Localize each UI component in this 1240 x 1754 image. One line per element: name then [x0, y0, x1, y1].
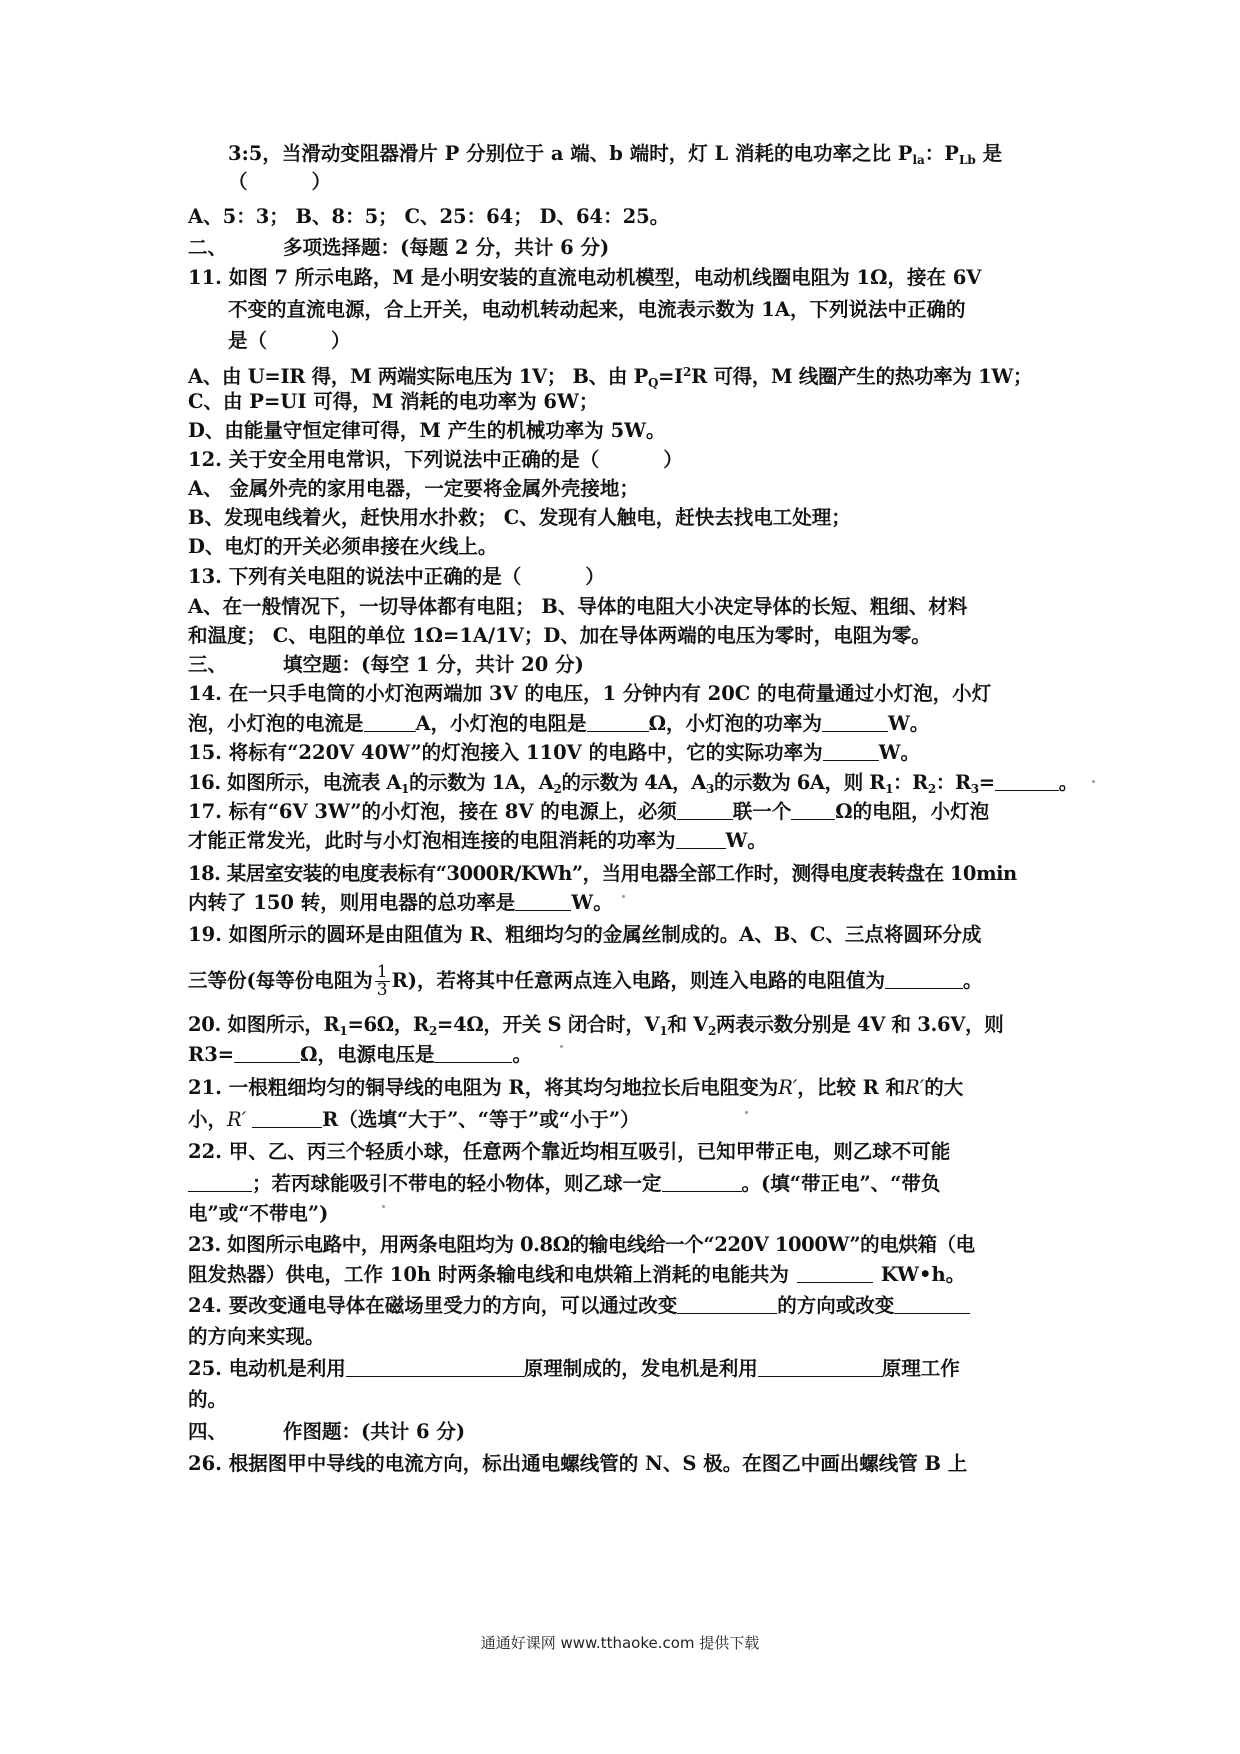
- section-number: 二、: [188, 236, 228, 259]
- q24-line2: 的方向来实现。: [188, 1325, 325, 1348]
- q21-line1: [188, 1071, 1068, 1105]
- superscript: 2: [683, 365, 692, 379]
- q20-text: 和 V: [667, 1013, 708, 1036]
- subscript: 3: [706, 782, 714, 796]
- paren: （: [228, 170, 248, 193]
- q21-text: ，比较 R 和: [797, 1076, 906, 1099]
- q12-option-d: D、电灯的开关必须串接在火线上。: [188, 535, 498, 558]
- q11-option-d: D、由能量守恒定律可得，M 产生的机械功率为 5W。: [188, 419, 666, 442]
- q24-text: 的方向或改变: [777, 1294, 895, 1317]
- q20-text: 。: [512, 1043, 532, 1066]
- q17-text: 联一个: [732, 800, 792, 823]
- q12-option-a: A、 金属外壳的家用电器，一定要将金属外壳接地；: [188, 477, 639, 500]
- q12-text: 12. 关于安全用电常识，下列说法中正确的是（: [188, 448, 600, 471]
- q10-text: ：P: [924, 142, 959, 165]
- fraction-numerator: 1: [376, 962, 388, 982]
- q19-line2: [188, 958, 1068, 1004]
- q11-text: 是（: [228, 329, 268, 352]
- q23-line1: 23. 如图所示电路中，用两条电阻均为 0.8Ω的输电线给一个“220V 1000W”的电烘箱（电: [188, 1233, 975, 1256]
- q11-text: A、由 U=IR 得，M 两端实际电压为 1V； B、由 P: [188, 365, 648, 388]
- fill-blank[interactable]: [234, 1040, 300, 1063]
- q20-text: Ω，电源电压是: [300, 1043, 435, 1066]
- q22-text: 。(填“带正电”、“带负: [741, 1172, 941, 1195]
- q18-text: 内转了 150 转，则用电器的总功率是: [188, 891, 516, 914]
- q11-text: R 可得，M 线圈产生的热功率为 1W；: [691, 365, 1033, 388]
- q19-text: 三等份(每等份电阻为: [188, 969, 373, 992]
- q14-text: W。: [888, 712, 930, 735]
- q12-option-bc: B、发现电线着火，赶快用水扑救； C、发现有人触电，赶快去找电工处理；: [188, 506, 851, 529]
- scan-speck: [1092, 780, 1095, 783]
- r-prime-symbol: R′: [227, 1108, 247, 1131]
- q13-option-cd: 和温度； C、电阻的单位 1Ω=1A/1V；D、加在导体两端的电压为零时，电阻为零。: [188, 624, 931, 647]
- subscript: 1: [339, 1024, 348, 1038]
- scan-speck: [622, 895, 625, 898]
- q20-line2: [188, 1038, 1068, 1072]
- fill-blank[interactable]: [346, 1354, 524, 1377]
- q22-line3: 电”或“不带电”): [188, 1202, 329, 1225]
- section-title: 作图题：(共计 6 分): [283, 1420, 466, 1443]
- section-heading: [188, 231, 1068, 265]
- q10-text: 是: [975, 142, 1003, 165]
- q18-text: W。: [571, 891, 613, 914]
- q20-text: =6Ω，R: [347, 1013, 429, 1036]
- q21-text: 的大: [924, 1076, 964, 1099]
- section-title: 多项选择题：(每题 2 分，共计 6 分): [283, 236, 610, 259]
- q11-option-ab: [188, 355, 1068, 389]
- q18-line1: 18. 某居室安装的电度表标有“3000R/KWh”，当用电器全部工作时，测得电度表转盘在 10min: [188, 862, 1017, 885]
- subscript: 2: [927, 782, 936, 796]
- q16-text: =: [978, 771, 995, 794]
- section-number: 三、: [188, 653, 228, 676]
- subscript: 2: [428, 1024, 438, 1038]
- fill-blank[interactable]: [995, 768, 1059, 791]
- q20-text: =4Ω，开关 S 闭合时，V: [437, 1013, 660, 1036]
- fill-blank[interactable]: [252, 1105, 322, 1128]
- fill-blank[interactable]: [885, 966, 963, 989]
- r-prime-symbol: R′: [778, 1076, 798, 1099]
- q11-option-c: C、由 P=UI 可得，M 消耗的电功率为 6W；: [188, 390, 599, 413]
- paren: ）: [311, 170, 332, 193]
- q13-text: 13. 下列有关电阻的说法中正确的是（: [188, 565, 522, 588]
- fill-blank[interactable]: [791, 797, 835, 820]
- footer-credit: 通通好课网 www.tthaoke.com 提供下载: [480, 1634, 760, 1652]
- q20-text: 两表示数分别是 4V 和 3.6V，则: [716, 1013, 1004, 1036]
- section-title: 填空题：(每空 1 分，共计 20 分): [283, 653, 584, 676]
- q17-text: 17. 标有“6V 3W”的小灯泡，接在 8V 的电源上，必须: [188, 800, 677, 823]
- fill-blank[interactable]: [758, 1354, 882, 1377]
- q21-text: 小，: [188, 1108, 228, 1131]
- section-heading: [188, 1415, 1068, 1449]
- q22-line2: [188, 1167, 1068, 1201]
- paren: ）: [663, 448, 683, 471]
- subscript: 3: [970, 782, 979, 796]
- q24-text: 24. 要改变通电导体在磁场里受力的方向，可以通过改变: [188, 1294, 678, 1317]
- q14-text: A，小灯泡的电阻是: [415, 712, 587, 735]
- q11-text: =I: [658, 365, 683, 388]
- q21-line2: [188, 1103, 1068, 1137]
- subscript: 1: [659, 1024, 668, 1038]
- q11-stem: 不变的直流电源，合上开关，电动机转动起来，电流表示数为 1A，下列说法中正确的: [228, 298, 966, 321]
- scan-speck: [382, 1205, 385, 1208]
- paren: ）: [331, 329, 351, 352]
- q16-text: ：R: [893, 771, 928, 794]
- q25-line1: [188, 1352, 1068, 1386]
- q24-line1: [188, 1289, 1068, 1323]
- section-number: 四、: [188, 1420, 228, 1443]
- q13-option-ab: A、在一般情况下，一切导体都有电阻； B、导体的电阻大小决定导体的长短、粗细、材料: [188, 595, 968, 618]
- q25-line2: 的。: [188, 1388, 228, 1411]
- fill-blank[interactable]: [662, 1169, 742, 1192]
- fill-blank[interactable]: [797, 1260, 873, 1283]
- q16-text: ：R: [935, 771, 971, 794]
- q26-line1: 26. 根据图甲中导线的电流方向，标出通电螺线管的 N、S 极。在图乙中画出螺线管 B 上: [188, 1452, 968, 1475]
- q21-text: 21. 一根粗细均匀的铜导线的电阻为 R，将其均匀地拉长后电阻变为: [188, 1076, 779, 1099]
- q23-text: 阻发热器）供电，工作 10h 时两条输电线和电烘箱上消耗的电能共为: [188, 1263, 789, 1286]
- subscript: 2: [553, 782, 562, 796]
- q20-text: 20. 如图所示，R: [188, 1013, 340, 1036]
- q17-line2: [188, 824, 1068, 858]
- q11-stem: [228, 324, 1068, 358]
- fill-blank[interactable]: [677, 797, 733, 820]
- q23-line2: [188, 1258, 1068, 1292]
- q22-text: ；若丙球能吸引不带电的轻小物体，则乙球一定: [252, 1172, 662, 1195]
- q19-text: 。: [963, 969, 983, 992]
- fill-blank[interactable]: [894, 1291, 970, 1314]
- fill-blank[interactable]: [364, 709, 416, 732]
- subscript: 2: [707, 1024, 717, 1038]
- q15-text: 15. 将标有“220V 40W”的灯泡接入 110V 的电路中，它的实际功率为: [188, 741, 823, 764]
- fraction-one-third: [375, 964, 390, 999]
- q19-text: R)，若将其中任意两点连入电路，则连入电路的电阻值为: [391, 969, 885, 992]
- q21-text: R（选填“大于”、“等于”或“小于”）: [322, 1108, 640, 1131]
- scan-speck: [560, 1045, 563, 1048]
- fill-blank[interactable]: [515, 888, 571, 911]
- q14-stem: 14. 在一只手电筒的小灯泡两端加 3V 的电压，1 分钟内有 20C 的电荷量通过小灯泡，小灯: [188, 682, 992, 705]
- q23-text: KW•h。: [880, 1263, 966, 1286]
- q18-line2: [188, 886, 1068, 920]
- fill-blank[interactable]: [676, 826, 726, 849]
- q15: [188, 736, 1068, 770]
- q13-stem: [188, 560, 1068, 594]
- q22-line1: 22. 甲、乙、丙三个轻质小球，任意两个靠近均相互吸引，已知甲带正电，则乙球不可能: [188, 1140, 951, 1163]
- fill-blank[interactable]: [587, 709, 649, 732]
- fraction-denominator: 3: [376, 980, 388, 1000]
- r-prime-symbol: R′: [905, 1076, 925, 1099]
- subscript: 1: [401, 782, 409, 796]
- q16-text: 的示数为 4A，A: [561, 771, 707, 794]
- q25-text: 原理工作: [881, 1357, 960, 1380]
- q16-text: 。: [1058, 771, 1078, 794]
- q10-answer-paren: [228, 165, 1068, 199]
- fill-blank[interactable]: [434, 1040, 512, 1063]
- q10-subscript: Lb: [958, 153, 976, 167]
- q16-text: 16. 如图所示，电流表 A: [188, 771, 402, 794]
- subscript: 1: [885, 782, 894, 796]
- q11-stem: 11. 如图 7 所示电路，M 是小明安装的直流电动机模型，电动机线圈电阻为 1Ω，接在 6V: [188, 266, 982, 289]
- q14-text: Ω，小灯泡的功率为: [648, 712, 823, 735]
- q16-text: 的示数为 6A，则 R: [713, 771, 886, 794]
- q17-text: 才能正常发光，此时与小灯泡相连接的电阻消耗的功率为: [188, 829, 676, 852]
- q14-text: 泡，小灯泡的电流是: [188, 712, 364, 735]
- q16-text: 的示数为 1A，A: [409, 771, 554, 794]
- q10-text: 3:5，当滑动变阻器滑片 P 分别位于 a 端、b 端时，灯 L 消耗的电功率之比 P: [228, 142, 913, 165]
- fill-blank[interactable]: [823, 738, 879, 761]
- q25-text: 原理制成的，发电机是利用: [523, 1357, 758, 1380]
- fill-blank[interactable]: [677, 1291, 777, 1314]
- q17-text: Ω的电阻，小灯泡: [835, 800, 990, 823]
- q25-text: 25. 电动机是利用: [188, 1357, 346, 1380]
- paren: ）: [585, 565, 605, 588]
- q17-text: W。: [725, 829, 767, 852]
- scan-speck: [745, 1111, 748, 1114]
- subscript: Q: [647, 376, 659, 390]
- q19-line1: 19. 如图所示的圆环是由阻值为 R、粗细均匀的金属丝制成的。A、B、C、三点将圆环分成: [188, 923, 982, 946]
- fill-blank[interactable]: [822, 709, 888, 732]
- q10-options: A、5：3； B、8：5； C、25：64； D、64：25。: [188, 205, 670, 228]
- q20-line1: [188, 1008, 1068, 1042]
- q20-text: R3=: [188, 1043, 235, 1066]
- q15-text: W。: [878, 741, 920, 764]
- q10-subscript: la: [912, 153, 925, 167]
- fill-blank[interactable]: [188, 1169, 252, 1192]
